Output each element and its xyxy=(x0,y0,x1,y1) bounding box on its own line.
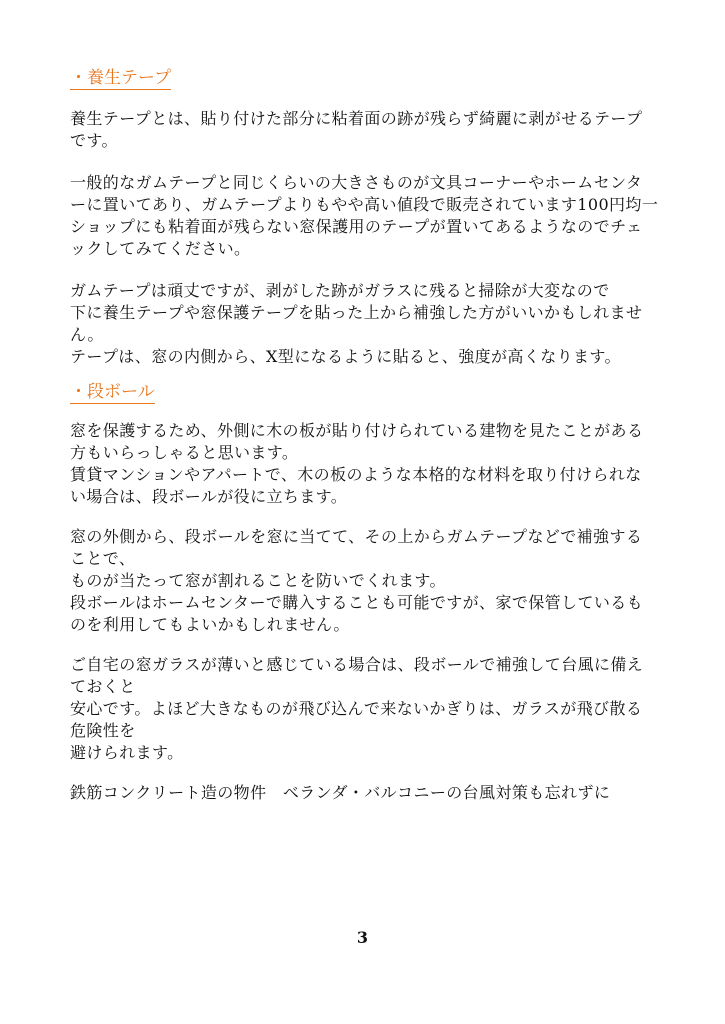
section-heading-label: ・段ボール xyxy=(70,382,155,402)
paragraph-line: 危険性を xyxy=(70,721,136,740)
paragraph-line: 段ボールはホームセンターで購入することも可能ですが、家で保管しているも xyxy=(70,593,644,612)
paragraph-line: い場合は、段ボールが役に立ちます。 xyxy=(70,487,348,506)
page-number: 3 xyxy=(356,928,369,947)
paragraph-line: のを利用してもよいかもしれません。 xyxy=(70,615,350,634)
paragraph-line: ガムテープは頑丈ですが、剥がした跡がガラスに残ると掃除が大変なので xyxy=(70,281,610,300)
paragraph-line: ん。 xyxy=(70,325,104,344)
paragraph-line: ショップにも粘着面が残らない窓保護用のテープが置いてあるようなのでチェ xyxy=(70,217,643,236)
section-heading-label: ・養生テープ xyxy=(70,68,172,88)
paragraph-line: 窓を保護するため、外側に木の板が貼り付けられている建物を見たことがある xyxy=(70,421,644,440)
paragraph-line: 鉄筋コンクリート造の物件 ベランダ・バルコニーの台風対策も忘れずに xyxy=(70,783,611,802)
paragraph-line: 避けられます。 xyxy=(70,743,184,762)
paragraph-line: です。 xyxy=(70,131,118,150)
paragraph-line: ものが当たって窓が割れることを防いでくれます。 xyxy=(70,571,446,590)
section-heading-curing-tape xyxy=(70,66,171,90)
section-heading-cardboard xyxy=(70,380,155,404)
paragraph-line: 養生テープとは、貼り付けた部分に粘着面の跡が残らず綺麗に剥がせるテープ xyxy=(70,109,643,128)
paragraph-line: ことで、 xyxy=(70,549,136,568)
paragraph-line: ておくと xyxy=(70,677,136,696)
paragraph-line: 一般的なガムテープと同じくらいの大きさものが文具コーナーやホームセンタ xyxy=(70,173,643,192)
paragraph-line: ックしてみてください。 xyxy=(70,239,251,258)
paragraph-line: 賃貸マンションやアパートで、木の板のような本格的な材料を取り付けられな xyxy=(70,465,642,484)
paragraph-line: ご自宅の窓ガラスが薄いと感じている場合は、段ボールで補強して台風に備え xyxy=(70,655,644,674)
paragraph-line: 下に養生テープや窓保護テープを貼った上から補強した方がいいかもしれませ xyxy=(70,303,643,322)
paragraph-line: ーに置いてあり、ガムテープよりもやや高い値段で販売されています100円均一 xyxy=(70,195,659,214)
paragraph-line: 方もいらっしゃると思います。 xyxy=(70,443,299,462)
paragraph-line: 安心です。よほど大きなものが飛び込んで来ないかぎりは、ガラスが飛び散る xyxy=(70,699,643,718)
paragraph-line: テープは、窓の内側から、X型になるように貼ると、強度が高くなります。 xyxy=(70,347,621,366)
paragraph-line: 窓の外側から、段ボールを窓に当てて、その上からガムテープなどで補強する xyxy=(70,527,643,546)
